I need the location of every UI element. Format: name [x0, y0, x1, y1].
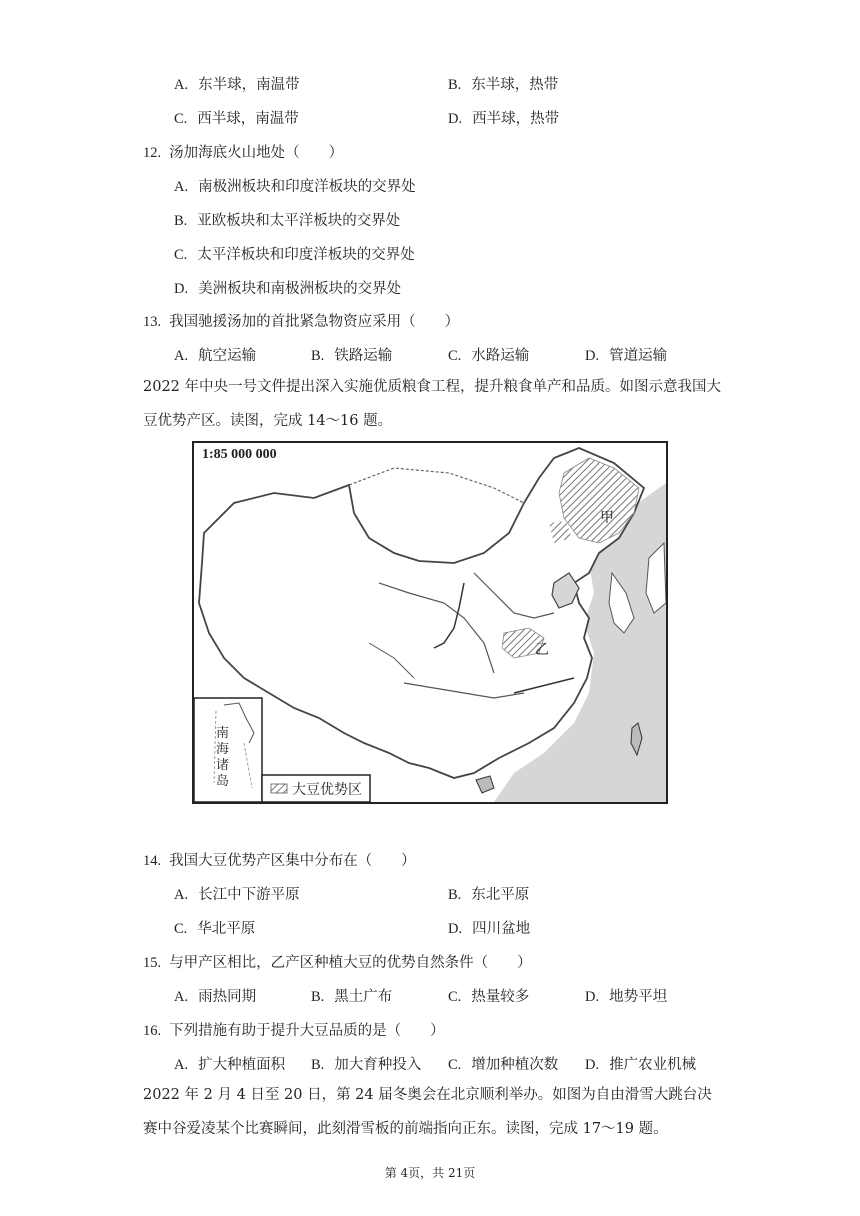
option-key: B.	[311, 348, 325, 364]
option-key: B.	[311, 1057, 325, 1073]
question-text: 与甲产区相比，乙产区种植大豆的优势自然条件（ ）	[169, 955, 532, 971]
option-text: 航空运输	[198, 348, 257, 364]
option-text: 东半球，热带	[471, 77, 559, 93]
q11-option-d	[448, 107, 559, 128]
option-key: D.	[448, 921, 463, 937]
option-key: D.	[448, 111, 463, 127]
option-key: C.	[448, 348, 462, 364]
option-key: A.	[174, 1057, 189, 1073]
q15-option-b	[311, 985, 392, 1006]
q16-stem	[143, 1019, 445, 1040]
q16-option-a	[174, 1053, 285, 1074]
option-key: B.	[448, 887, 462, 903]
option-key: D.	[585, 348, 600, 364]
option-key: C.	[174, 247, 188, 263]
option-text: 长江中下游平原	[198, 887, 300, 903]
question-text: 汤加海底火山地处（ ）	[169, 145, 344, 161]
option-text: 扩大种植面积	[198, 1057, 286, 1073]
option-key: C.	[174, 111, 188, 127]
q16-option-b	[311, 1053, 421, 1074]
q15-stem	[143, 951, 532, 972]
china-map-svg	[194, 443, 666, 802]
option-text: 增加种植次数	[471, 1057, 559, 1073]
q16-option-c	[448, 1053, 558, 1074]
q14-option-a	[174, 883, 300, 904]
label-yi: 乙	[535, 642, 549, 658]
option-text: 东北平原	[471, 887, 530, 903]
option-key: B.	[448, 77, 462, 93]
option-key: D.	[174, 281, 189, 297]
option-text: 雨热同期	[198, 989, 257, 1005]
q15-option-a	[174, 985, 256, 1006]
q13-option-d	[585, 344, 667, 365]
option-key: B.	[311, 989, 325, 1005]
q13-stem	[143, 310, 459, 331]
option-text: 铁路运输	[334, 348, 393, 364]
option-text: 热量较多	[471, 989, 530, 1005]
option-key: D.	[585, 989, 600, 1005]
option-text: 四川盆地	[472, 921, 531, 937]
option-key: A.	[174, 989, 189, 1005]
option-text: 美洲板块和南极洲板块的交界处	[198, 281, 402, 297]
option-text: 华北平原	[197, 921, 256, 937]
question-number: 14.	[143, 853, 162, 869]
passage-winter-olympics: 2022 年 2 月 4 日至 20 日，第 24 届冬奥会在北京顺利举办。如图为自由滑雪大跳台决赛中谷爱凌某个比赛瞬间，此刻滑雪板的前端指向正东。读图，完成 17～19 题。	[143, 1087, 712, 1137]
option-key: C.	[174, 921, 188, 937]
legend-label: 大豆优势区	[292, 782, 362, 798]
question-text: 我国大豆优势产区集中分布在（ ）	[169, 853, 416, 869]
option-text: 东半球，南温带	[198, 77, 300, 93]
question-number: 16.	[143, 1023, 162, 1039]
option-text: 西半球，热带	[472, 111, 560, 127]
option-text: 西半球，南温带	[197, 111, 299, 127]
q16-option-d	[585, 1053, 696, 1074]
q14-stem	[143, 849, 416, 870]
question-text: 下列措施有助于提升大豆品质的是（ ）	[169, 1023, 445, 1039]
option-key: D.	[585, 1057, 600, 1073]
q13-option-a	[174, 344, 256, 365]
option-key: C.	[448, 989, 462, 1005]
option-key: A.	[174, 348, 189, 364]
q14-option-d	[448, 917, 530, 938]
q12-option-c	[174, 243, 415, 264]
q11-option-a	[174, 73, 300, 94]
option-key: A.	[174, 77, 189, 93]
q12-option-a	[174, 175, 416, 196]
option-text: 南极洲板块和印度洋板块的交界处	[198, 179, 416, 195]
question-text: 我国驰援汤加的首批紧急物资应采用（ ）	[169, 314, 460, 330]
map-scale: 1:85 000 000	[202, 447, 277, 462]
question-number: 13.	[143, 314, 162, 330]
q13-option-b	[311, 344, 392, 365]
q11-option-b	[448, 73, 558, 94]
option-text: 亚欧板块和太平洋板块的交界处	[197, 213, 401, 229]
q12-option-b	[174, 209, 400, 230]
option-key: A.	[174, 887, 189, 903]
option-text: 推广农业机械	[609, 1057, 697, 1073]
option-text: 加大育种投入	[334, 1057, 422, 1073]
legend-swatch	[271, 784, 287, 793]
option-text: 太平洋板块和印度洋板块的交界处	[197, 247, 415, 263]
page-footer: 第 4页，共 21页	[384, 1166, 476, 1180]
soybean-map	[192, 441, 668, 804]
passage-soybean: 2022 年中央一号文件提出深入实施优质粮食工程，提升粮食单产和品质。如图示意我国大豆优势产区。读图，完成 14～16 题。	[143, 379, 722, 429]
question-number: 12.	[143, 145, 162, 161]
q12-stem	[143, 141, 343, 162]
inset-label: 南海诸岛	[216, 726, 230, 789]
option-text: 管道运输	[609, 348, 668, 364]
option-text: 地势平坦	[609, 989, 668, 1005]
q15-option-c	[448, 985, 529, 1006]
label-jia: 甲	[600, 510, 614, 526]
option-text: 黑土广布	[334, 989, 393, 1005]
q14-option-c	[174, 917, 255, 938]
q12-option-d	[174, 277, 401, 298]
option-key: C.	[448, 1057, 462, 1073]
q11-option-c	[174, 107, 299, 128]
q15-option-d	[585, 985, 667, 1006]
q14-option-b	[448, 883, 529, 904]
question-number: 15.	[143, 955, 162, 971]
q13-option-c	[448, 344, 529, 365]
option-key: A.	[174, 179, 189, 195]
option-text: 水路运输	[471, 348, 530, 364]
option-key: B.	[174, 213, 188, 229]
